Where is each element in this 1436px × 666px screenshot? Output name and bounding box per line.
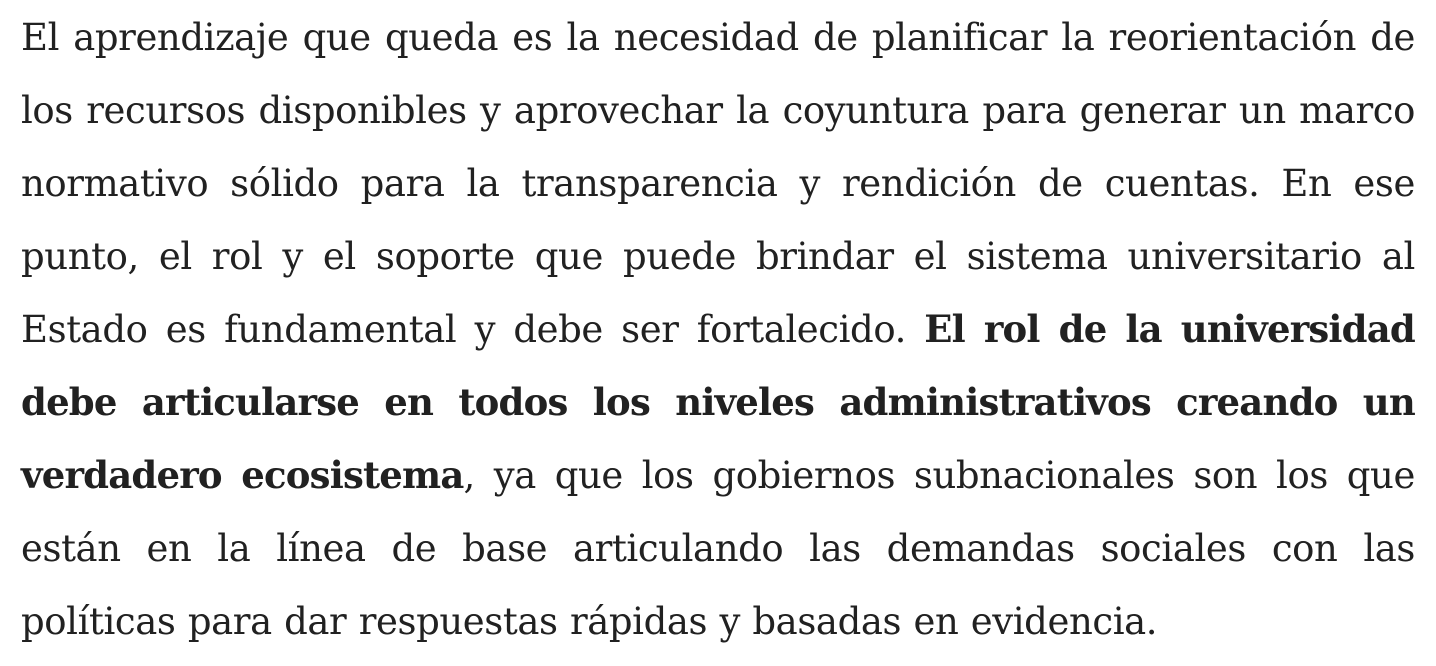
paragraph-bold-emphasis: El rol de la universidad debe articularse en todos los niveles administrativos creando un verdadero ecosistema <box>21 307 1415 497</box>
paragraph-text-tail: , ya que los gobiernos subnacionales son los que están en la línea de base articulando las demandas sociales con las políticas para dar respuestas rápidas y basadas en evidencia. <box>21 454 1415 643</box>
paragraph <box>21 1 1415 658</box>
paragraph-text-lead: El aprendizaje que queda es la necesidad de planificar la reorientación de los recursos disponibles y aprovechar la coyuntura para generar un marco normativo sólido para la transparencia y rendición de cuentas. En ese punto, el rol y el soporte que puede brindar el sistema universitario al Estado es fundamental y debe ser fortalecido. <box>21 16 1415 351</box>
